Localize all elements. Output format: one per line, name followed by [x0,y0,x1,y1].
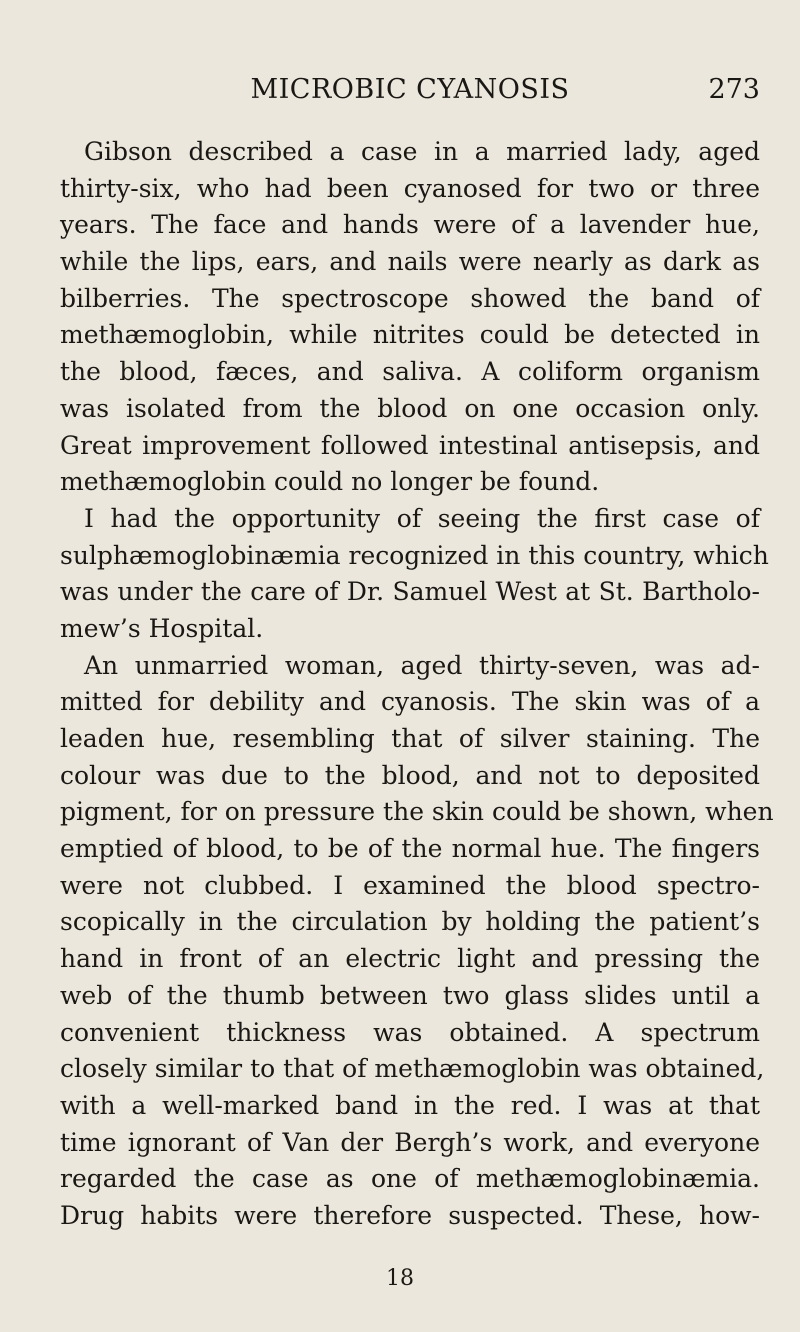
text-line: was under the care of Dr. Samuel West at St. Bartholo- [60,577,760,607]
text-line: An unmarried woman, aged thirty-seven, was ad- [84,650,760,680]
running-head [60,74,760,114]
text-line: mitted for debility and cyanosis. The skin was of a [60,687,760,717]
text-line: Great improvement followed intestinal antisepsis, and [60,430,760,460]
text-line: were not clubbed. I examined the blood spectro- [60,870,760,900]
text-line: emptied of blood, to be of the normal hue. The fingers [60,834,760,864]
text-line: mew’s Hospital. [60,613,264,643]
text-line: methæmoglobin, while nitrites could be detected in [60,320,760,350]
text-line: regarded the case as one of methæmoglobinæmia. [60,1164,760,1194]
text-line: years. The face and hands were of a lavender hue, [60,210,760,240]
page-number: 273 [708,74,760,105]
text-line: colour was due to the blood, and not to deposited [60,760,760,790]
text-line: pigment, for on pressure the skin could be shown, when [60,797,774,827]
text-line: Drug habits were therefore suspected. These, how- [60,1200,760,1230]
text-line: time ignorant of Van der Bergh’s work, and everyone [60,1127,760,1157]
running-title: MICROBIC CYANOSIS [250,74,570,105]
text-line: bilberries. The spectroscope showed the band of [60,283,760,313]
text-line: Gibson described a case in a married lady, aged [84,137,760,166]
text-line: scopically in the circulation by holding the patient’s [60,907,760,937]
text-line: methæmoglobin could no longer be found. [60,467,600,497]
text-line: leaden hue, resembling that of silver staining. The [60,724,760,753]
text-line: with a well-marked band in the red. I was at that [60,1090,760,1120]
text-line: closely similar to that of methæmoglobin was obtained, [60,1054,765,1084]
text-line: web of the thumb between two glass slides until a [60,980,760,1010]
text-line: while the lips, ears, and nails were nearly as dark as [60,247,760,277]
text-line: hand in front of an electric light and pressing the [60,944,760,974]
signature-mark: 18 [386,1266,414,1291]
text-line: sulphæmoglobinæmia recognized in this country, which [60,540,769,570]
text-line: thirty-six, who had been cyanosed for two or three [60,173,760,203]
text-line: I had the opportunity of seeing the first case of [84,503,760,533]
text-line: the blood, fæces, and saliva. A coliform organism [60,357,760,387]
body-text [60,134,774,1235]
text-line: convenient thickness was obtained. A spectrum [60,1017,760,1047]
text-line: was isolated from the blood on one occasion only. [60,393,760,423]
